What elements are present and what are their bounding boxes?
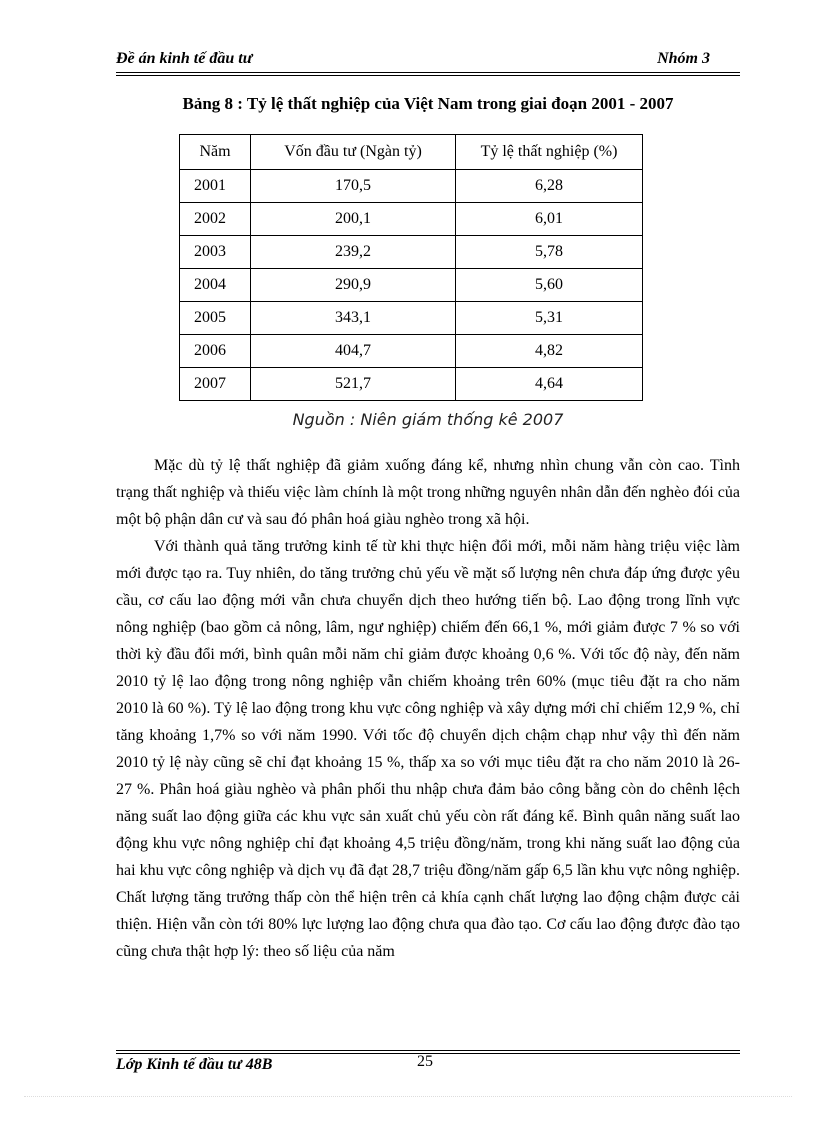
cell-unemployment: 6,28: [456, 170, 643, 203]
table-title: Bảng 8 : Tỷ lệ thất nghiệp của Việt Nam trong giai đoạn 2001 - 2007: [182, 94, 674, 113]
header-rule: [116, 72, 740, 73]
page-header: [116, 48, 740, 72]
paragraph: Với thành quả tăng trưởng kinh tế từ khi thực hiện đổi mới, mỗi năm hàng triệu việc làm mới được tạo ra. Tuy nhiên, do tăng trưởng chủ yếu về mặt số lượng nên chưa đáp ứng được yêu cầu, cơ cấu lao động mới vẫn chưa chuyển dịch theo hướng tiến bộ. Lao động trong lĩnh vực nông nghiệp (bao gồm cả nông, lâm, ngư nghiệp) chiếm đến 66,1 %, mới giảm được 7 % so với thời kỳ đầu đổi mới, bình quân mỗi năm chỉ giảm được khoảng 0,6 %. Với tốc độ này, đến năm 2010 tỷ lệ lao động trong nông nghiệp vẫn chiếm khoảng trên 60% (mục tiêu đặt ra cho năm 2010 là 60 %). Tỷ lệ lao động trong khu vực công nghiệp và xây dựng mới chỉ chiếm 12,9 %, chỉ tăng khoảng 1,7% so với năm 1990. Với tốc độ chuyển dịch chậm chạp như vậy thì đến năm 2010 tỷ lệ này cũng sẽ chỉ đạt khoảng 15 %, thấp xa so với mục tiêu đặt ra cho năm 2010 là 26-27 %. Phân hoá giàu nghèo và phân phối thu nhập chưa đảm bảo công bằng còn do chênh lệch năng suất lao động giữa các khu vực sản xuất chủ yếu còn rất đáng kể. Bình quân năng suất lao động khu vực nông nghiệp chỉ đạt khoảng 4,5 triệu đồng/năm, trong khi năng suất lao động của hai khu vực công nghiệp và dịch vụ đã đạt 28,7 triệu đồng/năm gấp 6,5 lần khu vực nông nghiệp. Chất lượng tăng trưởng thấp còn thể hiện trên cả khía cạnh chất lượng lao động chậm được cải thiện. Hiện vẫn còn tới 80% lực lượng lao động chưa qua đào tạo. Cơ cấu lao động được đào tạo cũng chưa thật hợp lý: theo số liệu của năm: [116, 538, 740, 960]
table-row: [180, 368, 643, 401]
cell-year: 2006: [180, 335, 251, 368]
cell-unemployment: 5,78: [456, 236, 643, 269]
page-edge-divider: [24, 1096, 792, 1097]
cell-year: 2003: [180, 236, 251, 269]
column-header-unemployment: Tỷ lệ thất nghiệp (%): [456, 135, 643, 170]
paragraph: Mặc dù tỷ lệ thất nghiệp đã giảm xuống đáng kể, nhưng nhìn chung vẫn còn cao. Tình trạng thất nghiệp và thiếu việc làm chính là một trong những nguyên nhân dẫn đến nghèo đói của một bộ phận dân cư và sau đó phân hoá giàu nghèo trong xã hội.: [116, 457, 740, 528]
table-row: [180, 302, 643, 335]
column-header-investment: Vốn đầu tư (Ngàn tỷ): [251, 135, 456, 170]
cell-investment: 343,1: [251, 302, 456, 335]
cell-unemployment: 4,64: [456, 368, 643, 401]
cell-investment: 170,5: [251, 170, 456, 203]
footer-class-name: Lớp Kinh tế đầu tư 48B: [116, 1056, 273, 1073]
cell-investment: 200,1: [251, 203, 456, 236]
cell-unemployment: 5,60: [456, 269, 643, 302]
cell-year: 2001: [180, 170, 251, 203]
page-number: 25: [417, 1053, 433, 1070]
table-row: [180, 170, 643, 203]
cell-year: 2004: [180, 269, 251, 302]
cell-year: 2002: [180, 203, 251, 236]
cell-investment: 239,2: [251, 236, 456, 269]
header-group: Nhóm 3: [657, 50, 710, 67]
cell-investment: 404,7: [251, 335, 456, 368]
table-header-row: [180, 135, 643, 170]
cell-unemployment: 6,01: [456, 203, 643, 236]
cell-year: 2007: [180, 368, 251, 401]
cell-unemployment: 4,82: [456, 335, 643, 368]
table-source: Nguồn : Niên giám thống kê 2007: [292, 410, 564, 429]
cell-unemployment: 5,31: [456, 302, 643, 335]
table-row: [180, 236, 643, 269]
cell-investment: 290,9: [251, 269, 456, 302]
header-rule: [116, 75, 740, 76]
cell-investment: 521,7: [251, 368, 456, 401]
table-row: [180, 203, 643, 236]
unemployment-table: [179, 134, 643, 401]
header-title: Đề án kinh tế đầu tư: [116, 50, 253, 67]
footer-rule: [116, 1050, 740, 1051]
table-row: [180, 335, 643, 368]
body-text: [116, 452, 740, 965]
cell-year: 2005: [180, 302, 251, 335]
table-row: [180, 269, 643, 302]
column-header-year: Năm: [180, 135, 251, 170]
